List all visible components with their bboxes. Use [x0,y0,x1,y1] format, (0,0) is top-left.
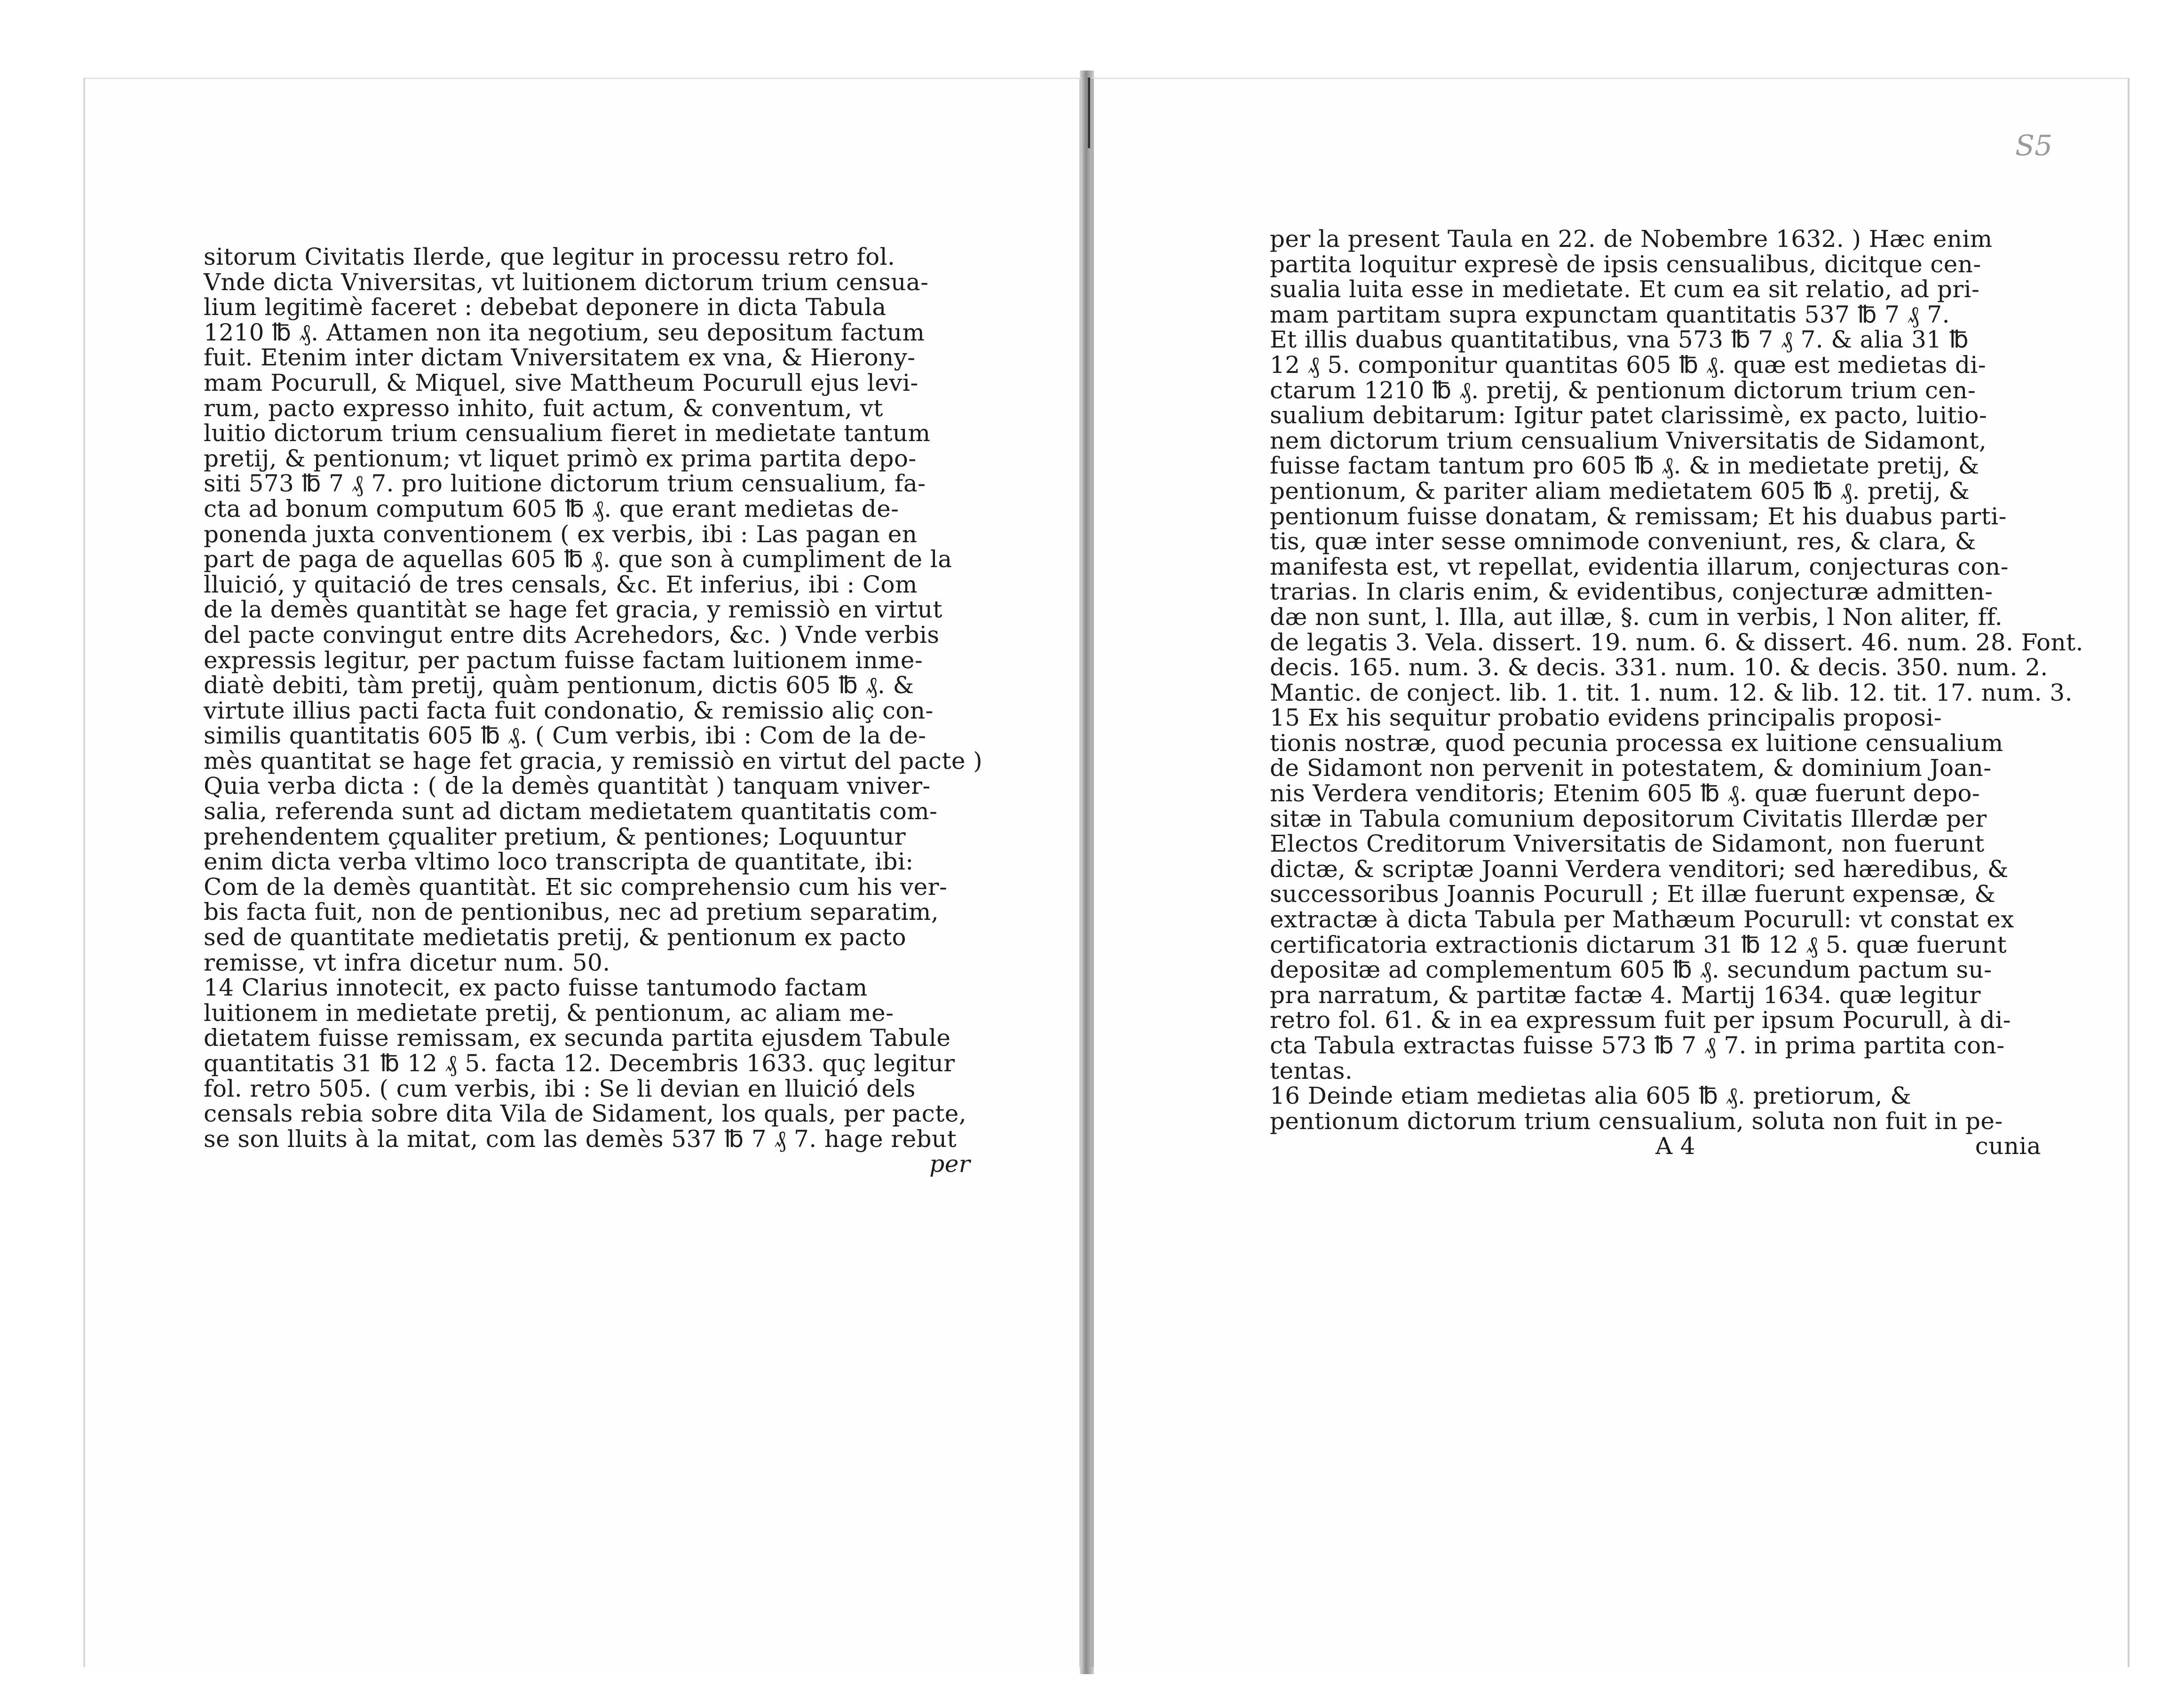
left-text-line: remisse, vt infra dicetur num. 50. [204,949,610,976]
right-text-line: fuisse factam tantum pro 605 ℔ ₰. & in medietate pretij, & [1270,452,1979,480]
left-text-line: quantitatis 31 ℔ 12 ₰ 5. facta 12. Decembris 1633. quç legitur [204,1050,955,1077]
right-text-line: dæ non sunt, l. Illa, aut illæ, §. cum in verbis, l Non aliter, ff. [1270,603,2003,631]
right-text-line: sualia luita esse in medietate. Et cum ea sit relatio, ad pri- [1270,276,1980,303]
left-text-line: sitorum Civitatis Ilerde, que legitur in processu retro fol. [204,243,895,270]
right-text-line: depositæ ad complementum 605 ℔ ₰. secundum pactum su- [1270,956,1992,984]
right-text-line: nis Verdera venditoris; Etenim 605 ℔ ₰. quæ fuerunt depo- [1270,780,1980,807]
right-text-line: tis, quæ inter sesse omnimode conveniunt, res, & clara, & [1270,528,1976,555]
left-text-line: fuit. Etenim inter dictam Vniversitatem ex vna, & Hierony- [204,344,916,372]
left-text-line: bis facta fuit, non de pentionibus, nec ad pretium separatim, [204,898,939,926]
left-text-line: rum, pacto expresso inhito, fuit actum, & conventum, vt [204,394,883,422]
right-text-line: manifesta est, vt repellat, evidentia illarum, conjecturas con- [1270,553,2009,580]
right-text-line: ctarum 1210 ℔ ₰. pretij, & pentionum dictorum trium cen- [1270,376,1976,404]
right-text-line: pra narratum, & partitæ factæ 4. Martij 1634. quæ legitur [1270,981,1981,1009]
left-text-line: prehendentem çqualiter pretium, & pentiones; Loquuntur [204,822,906,850]
right-text-line: Mantic. de conject. lib. 1. tit. 1. num. 12. & lib. 12. tit. 17. num. 3. [1270,679,2073,706]
right-text-line: pentionum fuisse donatam, & remissam; Et his duabus parti- [1270,502,2007,530]
right-text-line: 12 ₰ 5. componitur quantitas 605 ℔ ₰. quæ est medietas di- [1270,351,1987,379]
right-text-line: Electos Creditorum Vniversitatis de Sidamont, non fuerunt [1270,830,1985,858]
left-text-line: de la demès quantitàt se hage fet gracia, y remissiò en virtut [204,596,942,624]
right-text-line: sitæ in Tabula comunium depositorum Civitatis Illerdæ per [1270,805,1987,832]
left-text-line: sed de quantitate medietatis pretij, & pentionum ex pacto [204,924,907,951]
right-text-line: 15 Ex his sequitur probatio evidens principalis proposi- [1270,704,1942,732]
left-text-line: Com de la demès quantitàt. Et sic comprehensio cum his ver- [204,873,948,901]
right-text-line: certificatoria extractionis dictarum 31 ℔ 12 ₰ 5. quæ fuerunt [1270,931,2007,958]
right-text-line: sualium debitarum: Igitur patet clarissimè, ex pacto, luitio- [1270,402,1987,429]
left-text-line: luitionem in medietate pretij, & pentionum, ac aliam me- [204,999,894,1027]
right-text-line: 16 Deinde etiam medietas alia 605 ℔ ₰. pretiorum, & [1270,1082,1912,1110]
left-text-line: lluició, y quitació de tres censals, &c. Et inferius, ibi : Com [204,570,918,598]
signature-mark: A 4 [1655,1132,1696,1160]
right-text-line: pentionum dictorum trium censualium, soluta non fuit in pe- [1270,1107,2003,1135]
left-text-line: salia, referenda sunt ad dictam medietatem quantitatis com- [204,798,938,825]
left-text-line: mès quantitat se hage fet gracia, y remissiò en virtut del pacte ) [204,747,983,775]
left-text-line: cta ad bonum computum 605 ℔ ₰. que erant medietas de- [204,495,899,522]
right-text-line: cta Tabula extractas fuisse 573 ℔ 7 ₰ 7. in prima partita con- [1270,1032,2005,1059]
left-text-line: censals rebia sobre dita Vila de Sidament, los quals, per pacte, [204,1100,966,1128]
right-text-line: dictæ, & scriptæ Joanni Verdera venditori; sed hæredibus, & [1270,855,2009,883]
right-text-line: tentas. [1270,1057,1353,1084]
right-text-line: successoribus Joannis Pocurull ; Et illæ fuerunt expensæ, & [1270,880,1996,908]
left-text-line: similis quantitatis 605 ℔ ₰. ( Cum verbis, ibi : Com de la de- [204,722,926,750]
right-text-line: trarias. In claris enim, & evidentibus, conjecturæ admitten- [1270,578,1993,606]
right-text-line: de Sidamont non pervenit in potestatem, & dominium Joan- [1270,754,1992,782]
left-text-line: se son lluits à la mitat, com las demès 537 ℔ 7 ₰ 7. hage rebut [204,1125,957,1153]
left-text-line: enim dicta verba vltimo loco transcripta de quantitate, ibi: [204,848,914,876]
left-text-line: dietatem fuisse remissam, ex secunda partita ejusdem Tabule [204,1024,951,1052]
left-text-line: part de paga de aquellas 605 ℔ ₰. que son à cumpliment de la [204,546,952,573]
left-text-line: virtute illius pacti facta fuit condonatio, & remissio aliç con- [204,696,934,724]
left-text-line: Vnde dicta Vniversitas, vt luitionem dictorum trium censua- [204,268,929,296]
right-text-line: extractæ à dicta Tabula per Mathæum Pocurull: vt constat ex [1270,906,2014,933]
left-text-line: luitio dictorum trium censualium fieret in medietate tantum [204,419,931,447]
right-page-footer [1270,1134,2041,1159]
right-text-line: tionis nostræ, quod pecunia processa ex luitione censualium [1270,729,2003,757]
left-text-line: expressis legitur, per pactum fuisse factam luitionem inme- [204,646,923,674]
left-text-line: 14 Clarius innotecit, ex pacto fuisse tantumodo factam [204,974,868,1002]
right-page-text [1270,225,2083,1160]
left-text-line: lium legitimè faceret : debebat deponere in dicta Tabula [204,293,887,321]
marginal-note: S5 [2015,129,2053,162]
left-text-line: diatè debiti, tàm pretij, quàm pentionum, dictis 605 ℔ ₰. & [204,672,914,699]
right-catchword: cunia [1975,1132,2041,1160]
left-text-line: mam Pocurull, & Miquel, sive Mattheum Pocurull ejus levi- [204,369,918,396]
right-text-line: de legatis 3. Vela. dissert. 19. num. 6. & dissert. 46. num. 28. Font. [1270,628,2083,656]
left-text-line: pretij, & pentionum; vt liquet primò ex prima partita depo- [204,444,917,472]
left-text-line: 1210 ℔ ₰. Attamen non ita negotium, seu depositum factum [204,318,925,346]
right-text-line: per la present Taula en 22. de Nobembre 1632. ) Hæc enim [1270,225,1993,253]
right-text-line: mam partitam supra expunctam quantitatis 537 ℔ 7 ₰ 7. [1270,300,1950,328]
right-text-line: partita loquitur expresè de ipsis censualibus, dicitque cen- [1270,250,1981,278]
right-text-line: Et illis duabus quantitatibus, vna 573 ℔ 7 ₰ 7. & alia 31 ℔ [1270,326,1969,354]
right-text-line: nem dictorum trium censualium Vniversitatis de Sidamont, [1270,427,1987,454]
right-text-line: retro fol. 61. & in ea expressum fuit per ipsum Pocurull, à di- [1270,1006,2011,1034]
left-catchword: per [929,1150,970,1178]
right-text-line: pentionum, & pariter aliam medietatem 605 ℔ ₰. pretij, & [1270,477,1970,505]
right-text-line: decis. 165. num. 3. & decis. 331. num. 10. & decis. 350. num. 2. [1270,654,2048,681]
left-text-line: Quia verba dicta : ( de la demès quantitàt ) tanquam vniver- [204,772,931,800]
left-text-line: fol. retro 505. ( cum verbis, ibi : Se li devian en lluició dels [204,1075,916,1102]
left-text-line: del pacte convingut entre dits Acrehedors, &c. ) Vnde verbis [204,621,940,648]
left-page-text [204,243,983,1178]
left-text-line: siti 573 ℔ 7 ₰ 7. pro luitione dictorum trium censualium, fa- [204,470,926,498]
left-text-line: ponenda juxta conventionem ( ex verbis, ibi : Las pagan en [204,520,918,548]
